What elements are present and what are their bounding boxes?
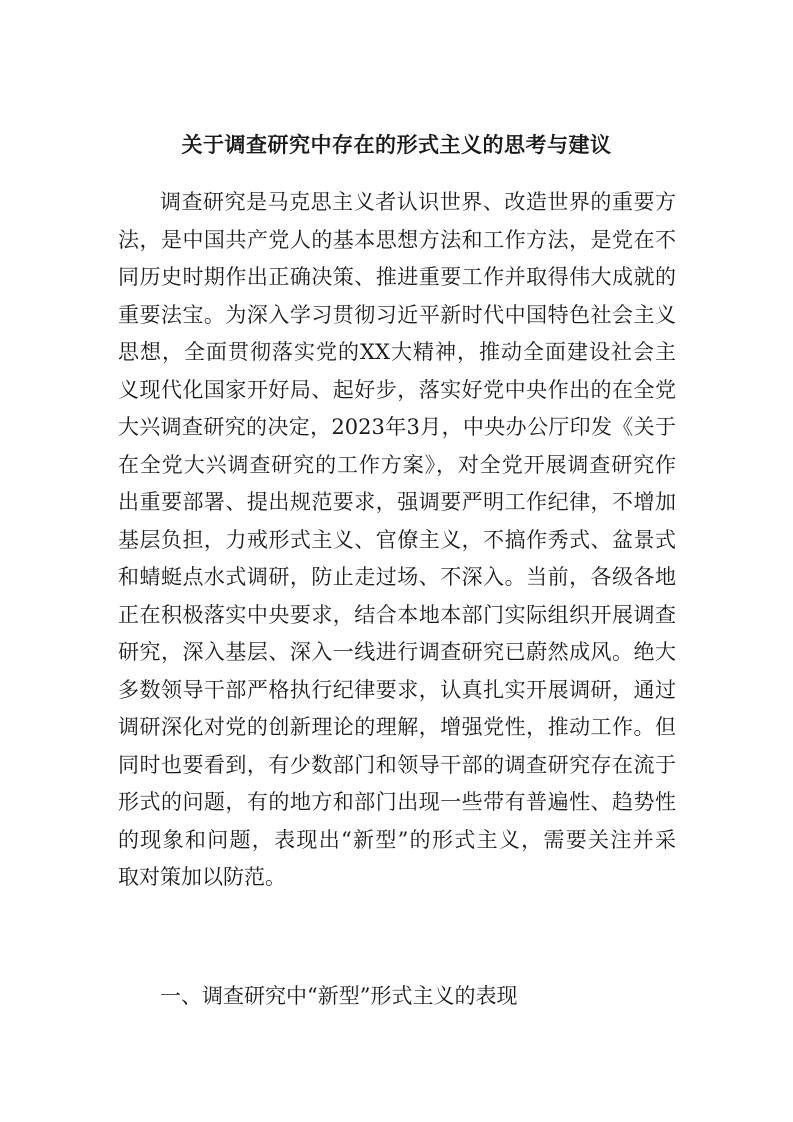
- paragraph-line: 义现代化国家开好局、起好步，落实好党中央作出的在全党: [118, 377, 676, 402]
- paragraph-line: 正在积极落实中央要求，结合本地本部门实际组织开展调查: [118, 602, 676, 627]
- paragraph-line: 同历史时期作出正确决策、推进重要工作并取得伟大成就的: [118, 265, 676, 289]
- intro-paragraph: [118, 184, 676, 897]
- paragraph-line: 研究，深入基层、深入一线进行调查研究已蔚然成风。绝大: [118, 640, 676, 664]
- paragraph-line: 调查研究是马克思主义者认识世界、改造世界的重要方: [160, 190, 676, 214]
- paragraph-line: 同时也要看到，有少数部门和领导干部的调查研究存在流于: [118, 752, 676, 777]
- paragraph-line: 出重要部署、提出规范要求，强调要严明工作纪律，不增加: [118, 490, 676, 514]
- paragraph-line: 思想，全面贯彻落实党的XX大精神，推动全面建设社会主: [118, 340, 676, 364]
- paragraph-line: 多数领导干部严格执行纪律要求，认真扎实开展调研，通过: [118, 677, 676, 702]
- paragraph-line: 的现象和问题，表现出“新型”的形式主义，需要关注并采: [118, 827, 676, 852]
- paragraph-line: 基层负担，力戒形式主义、官僚主义，不搞作秀式、盆景式: [118, 527, 676, 552]
- paragraph-line: 法，是中国共产党人的基本思想方法和工作方法，是党在不: [118, 227, 676, 252]
- paragraph-line: 和蜻蜓点水式调研，防止走过场、不深入。当前，各级各地: [118, 565, 676, 589]
- document-title: 关于调查研究中存在的形式主义的思考与建议: [181, 132, 612, 157]
- paragraph-line: 形式的问题，有的地方和部门出现一些带有普遍性、趋势性: [118, 790, 676, 814]
- paragraph-line: 大兴调查研究的决定，2023年3月，中央办公厅印发《关于: [118, 415, 676, 439]
- paragraph-line: 重要法宝。为深入学习贯彻习近平新时代中国特色社会主义: [118, 302, 676, 327]
- paragraph-line: 调研深化对党的创新理论的理解，增强党性，推动工作。但: [118, 715, 676, 739]
- section-heading: 一、调查研究中“新型”形式主义的表现: [160, 984, 518, 1008]
- paragraph-line: 取对策加以防范。: [118, 865, 286, 889]
- paragraph-line: 在全党大兴调查研究的工作方案》，对全党开展调查研究作: [118, 452, 676, 477]
